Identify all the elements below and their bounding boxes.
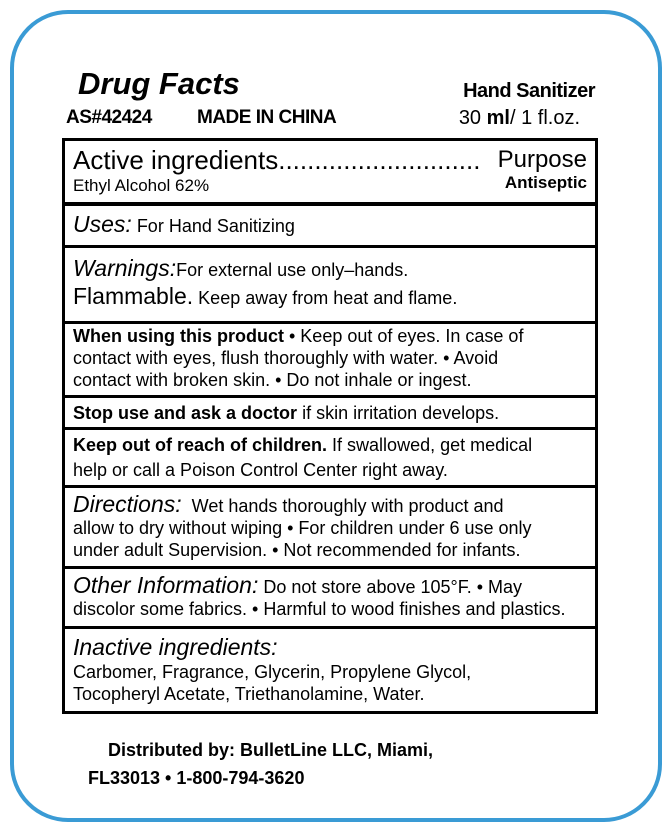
warnings-text: For external use only–hands. <box>176 260 409 280</box>
divider <box>65 485 595 488</box>
stop-use-section <box>65 402 595 424</box>
distributor-contact: FL33013 • 1-800-794-3620 <box>88 768 305 788</box>
directions-line: Wet hands thoroughly with product and <box>191 496 504 516</box>
directions-line: allow to dry without wiping • For children under 6 use only <box>73 518 532 538</box>
other-info-line: Do not store above 105°F. • May <box>263 577 523 597</box>
warnings-section <box>65 257 595 309</box>
divider <box>65 395 595 398</box>
volume-unit: ml <box>486 107 510 129</box>
asn-number: AS#42424 <box>66 107 152 128</box>
divider <box>65 245 595 248</box>
other-info-heading: Other Information: <box>73 572 259 598</box>
keep-out-section <box>65 434 595 481</box>
uses-text: For Hand Sanitizing <box>136 216 295 236</box>
product-name: Hand Sanitizer <box>463 80 595 102</box>
divider <box>65 202 595 206</box>
product-volume <box>430 107 580 130</box>
inactive-ingredients-line: Carbomer, Fragrance, Glycerin, Propylene Glycol, <box>73 662 472 682</box>
directions-section <box>65 493 595 561</box>
volume-rest: / 1 fl.oz. <box>509 107 580 129</box>
purpose-heading: Purpose <box>497 146 587 173</box>
divider <box>65 321 595 324</box>
keep-out-heading: Keep out of reach of children. <box>73 435 328 455</box>
when-using-line: • Keep out of eyes. In case of <box>289 326 524 346</box>
country-of-origin: MADE IN CHINA <box>197 107 337 128</box>
when-using-line: contact with eyes, flush thoroughly with water. • Avoid <box>73 348 499 368</box>
drug-facts-panel <box>62 138 598 714</box>
volume-number: 30 <box>458 107 482 129</box>
divider <box>65 626 595 629</box>
stop-use-heading: Stop use and ask a doctor <box>73 403 298 423</box>
uses-heading: Uses: <box>73 211 132 237</box>
divider <box>65 427 595 430</box>
active-ingredients-heading: Active ingredients............................ <box>73 145 481 175</box>
other-info-line: discolor some fabrics. • Harmful to wood finishes and plastics. <box>73 599 566 619</box>
other-info-section <box>65 574 595 620</box>
purpose-value: Antiseptic <box>504 173 587 192</box>
flammable-text: Keep away from heat and flame. <box>198 288 458 308</box>
uses-section <box>65 213 595 237</box>
when-using-section <box>65 325 595 391</box>
active-ingredient: Ethyl Alcohol 62% <box>73 176 210 195</box>
flammable-heading: Flammable. <box>73 283 194 309</box>
drug-facts-title: Drug Facts <box>78 66 240 101</box>
when-using-line: contact with broken skin. • Do not inhale or ingest. <box>73 370 472 390</box>
warnings-heading: Warnings: <box>73 255 177 281</box>
when-using-heading: When using this product <box>73 326 284 346</box>
active-ingredients-section <box>65 145 595 197</box>
inactive-ingredients-line: Tocopheryl Acetate, Triethanolamine, Water. <box>73 684 425 704</box>
keep-out-line: help or call a Poison Control Center right away. <box>73 460 448 480</box>
distributor-info <box>88 736 433 792</box>
keep-out-line: If swallowed, get medical <box>332 435 533 455</box>
inactive-ingredients-section <box>65 633 595 705</box>
directions-heading: Directions: <box>73 491 182 517</box>
stop-use-text: if skin irritation develops. <box>302 403 500 423</box>
distributor-name: Distributed by: BulletLine LLC, Miami, <box>108 740 434 760</box>
divider <box>65 566 595 569</box>
directions-line: under adult Supervision. • Not recommended for infants. <box>73 540 521 560</box>
inactive-ingredients-heading: Inactive ingredients: <box>73 634 278 660</box>
